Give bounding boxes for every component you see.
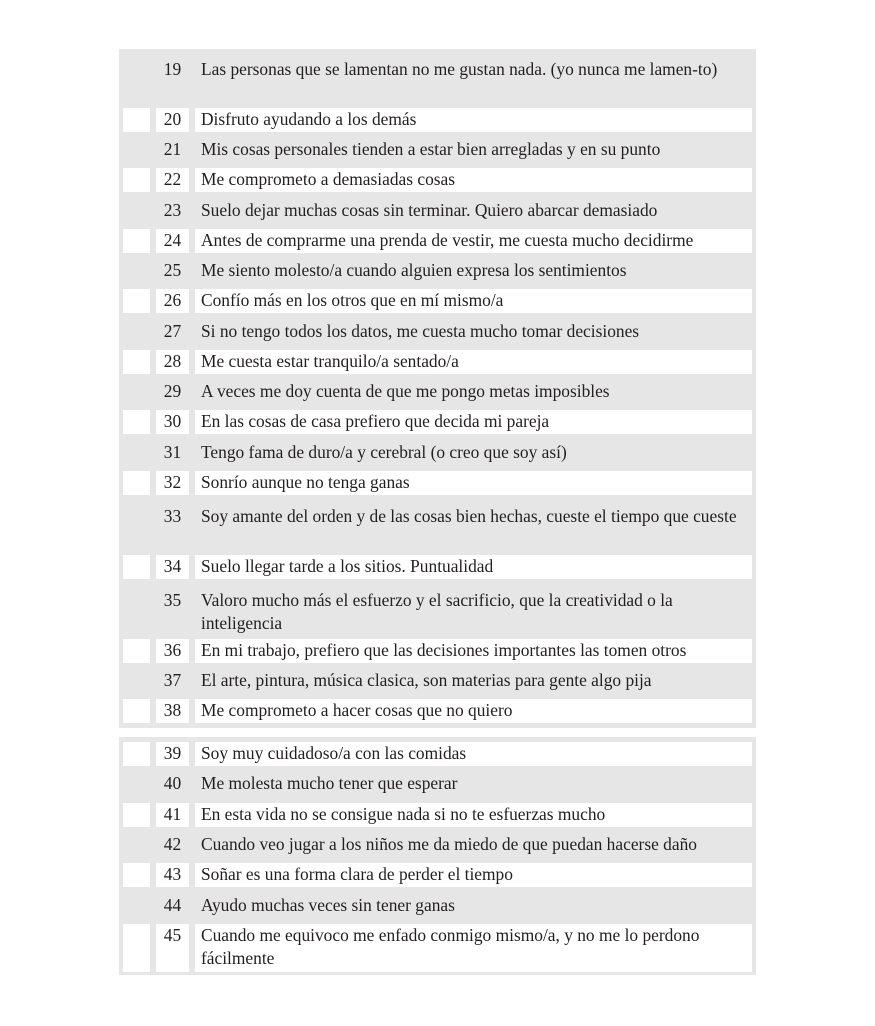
- checkbox-cell[interactable]: [123, 108, 150, 132]
- item-number: 34: [163, 556, 182, 576]
- item-number-cell: [156, 863, 189, 887]
- item-text: Cuando veo jugar a los niños me da miedo de que puedan hacerse daño: [201, 834, 697, 854]
- checkbox-cell[interactable]: [123, 259, 150, 283]
- item-text: A veces me doy cuenta de que me pongo metas imposibles: [201, 381, 610, 401]
- table-row: [119, 259, 756, 283]
- item-number: 41: [163, 804, 182, 824]
- questionnaire-table-part-1: [119, 49, 756, 728]
- item-number-cell: [156, 555, 189, 579]
- item-text: Soñar es una forma clara de perder el tiempo: [201, 864, 513, 884]
- checkbox-cell[interactable]: [123, 410, 150, 434]
- item-text: Soy amante del orden y de las cosas bien hechas, cueste el tiempo que cueste: [201, 506, 737, 526]
- item-number-cell: [156, 669, 189, 693]
- item-number: 42: [163, 834, 182, 854]
- item-number-cell: [156, 699, 189, 723]
- item-text: Confío más en los otros que en mí mismo/a: [201, 290, 504, 310]
- item-number: 30: [163, 411, 182, 431]
- table-row: [119, 863, 756, 887]
- item-number: 45: [163, 925, 182, 945]
- item-text-cell: [195, 803, 752, 827]
- item-text-cell: [195, 772, 752, 796]
- checkbox-cell[interactable]: [123, 168, 150, 192]
- item-text-cell: [195, 924, 752, 972]
- table-row: [119, 924, 756, 972]
- checkbox-cell[interactable]: [123, 441, 150, 465]
- item-text: Valoro mucho más el esfuerzo y el sacrificio, que la creatividad o la inteligencia: [201, 590, 673, 633]
- item-number: 44: [163, 895, 182, 915]
- item-text-cell: [195, 199, 752, 223]
- item-number: 40: [163, 773, 182, 793]
- item-text: Me molesta mucho tener que esperar: [201, 773, 458, 793]
- table-row: [119, 168, 756, 192]
- item-number-cell: [156, 894, 189, 918]
- table-row: [119, 894, 756, 918]
- checkbox-cell[interactable]: [123, 833, 150, 857]
- checkbox-cell[interactable]: [123, 350, 150, 374]
- checkbox-cell[interactable]: [123, 894, 150, 918]
- item-text-cell: [195, 833, 752, 857]
- item-number-cell: [156, 259, 189, 283]
- item-number-cell: [156, 168, 189, 192]
- item-text-cell: [195, 441, 752, 465]
- checkbox-cell[interactable]: [123, 138, 150, 162]
- checkbox-cell[interactable]: [123, 54, 150, 104]
- item-text: Ayudo muchas veces sin tener ganas: [201, 895, 455, 915]
- table-row: [119, 138, 756, 162]
- item-number: 35: [163, 590, 182, 610]
- item-number-cell: [156, 320, 189, 344]
- table-row: [119, 380, 756, 404]
- item-text-cell: [195, 894, 752, 918]
- questionnaire-table-part-2: [119, 737, 756, 975]
- item-text-cell: [195, 471, 752, 495]
- item-text: Suelo llegar tarde a los sitios. Puntualidad: [201, 556, 494, 576]
- item-number-cell: [156, 501, 189, 551]
- item-text: En las cosas de casa prefiero que decida mi pareja: [201, 411, 550, 431]
- item-text-cell: [195, 138, 752, 162]
- item-text: Las personas que se lamentan no me gustan nada. (yo nunca me lamen-to): [201, 59, 718, 79]
- item-text-cell: [195, 501, 752, 551]
- item-text: En esta vida no se consigue nada si no te esfuerzas mucho: [201, 804, 606, 824]
- table-row: [119, 471, 756, 495]
- table-row: [119, 108, 756, 132]
- item-number: 39: [163, 743, 182, 763]
- item-number: 38: [163, 700, 182, 720]
- checkbox-cell[interactable]: [123, 639, 150, 663]
- item-number-cell: [156, 742, 189, 766]
- item-number-cell: [156, 54, 189, 104]
- checkbox-cell[interactable]: [123, 380, 150, 404]
- checkbox-cell[interactable]: [123, 669, 150, 693]
- checkbox-cell[interactable]: [123, 320, 150, 344]
- item-text-cell: [195, 380, 752, 404]
- item-text-cell: [195, 555, 752, 579]
- item-text: Me cuesta estar tranquilo/a sentado/a: [201, 351, 459, 371]
- item-text-cell: [195, 168, 752, 192]
- item-number-cell: [156, 410, 189, 434]
- table-row: [119, 320, 756, 344]
- item-text: Disfruto ayudando a los demás: [201, 109, 417, 129]
- item-number: 32: [163, 472, 182, 492]
- item-number-cell: [156, 199, 189, 223]
- item-number: 29: [163, 381, 182, 401]
- item-number-cell: [156, 108, 189, 132]
- table-row: [119, 699, 756, 723]
- item-number: 21: [163, 139, 182, 159]
- item-number-cell: [156, 138, 189, 162]
- item-number-cell: [156, 471, 189, 495]
- table-row: [119, 54, 756, 104]
- table-row: [119, 803, 756, 827]
- checkbox-cell[interactable]: [123, 585, 150, 635]
- table-row: [119, 585, 756, 635]
- item-text: Cuando me equivoco me enfado conmigo mismo/a, y no me lo perdono fácilmente: [201, 925, 700, 968]
- item-number: 28: [163, 351, 182, 371]
- item-number: 37: [163, 670, 182, 690]
- checkbox-cell[interactable]: [123, 742, 150, 766]
- item-number-cell: [156, 380, 189, 404]
- checkbox-cell[interactable]: [123, 803, 150, 827]
- item-text: Mis cosas personales tienden a estar bien arregladas y en su punto: [201, 139, 661, 159]
- checkbox-cell[interactable]: [123, 699, 150, 723]
- item-text-cell: [195, 410, 752, 434]
- item-number: 33: [163, 506, 182, 526]
- item-number-cell: [156, 441, 189, 465]
- item-text: Si no tengo todos los datos, me cuesta mucho tomar decisiones: [201, 321, 640, 341]
- item-number: 31: [163, 442, 182, 462]
- item-text-cell: [195, 289, 752, 313]
- item-text: Antes de comprarme una prenda de vestir, me cuesta mucho decidirme: [201, 230, 694, 250]
- item-text: En mi trabajo, prefiero que las decisiones importantes las tomen otros: [201, 640, 687, 660]
- table-row: [119, 229, 756, 253]
- item-text-cell: [195, 585, 752, 635]
- item-number: 26: [163, 290, 182, 310]
- item-number: 19: [163, 59, 182, 79]
- item-text-cell: [195, 229, 752, 253]
- item-number: 27: [163, 321, 182, 341]
- item-text-cell: [195, 639, 752, 663]
- item-text-cell: [195, 259, 752, 283]
- item-number-cell: [156, 350, 189, 374]
- item-text-cell: [195, 320, 752, 344]
- item-text: Tengo fama de duro/a y cerebral (o creo que soy así): [201, 442, 567, 462]
- item-text: Me comprometo a hacer cosas que no quiero: [201, 700, 513, 720]
- item-number: 20: [163, 109, 182, 129]
- item-text-cell: [195, 54, 752, 104]
- checkbox-cell[interactable]: [123, 772, 150, 796]
- item-text: Me siento molesto/a cuando alguien expresa los sentimientos: [201, 260, 627, 280]
- item-number-cell: [156, 924, 189, 972]
- item-text-cell: [195, 669, 752, 693]
- table-row: [119, 669, 756, 693]
- checkbox-cell[interactable]: [123, 471, 150, 495]
- item-number: 24: [163, 230, 182, 250]
- table-row: [119, 772, 756, 796]
- item-number-cell: [156, 639, 189, 663]
- item-text-cell: [195, 863, 752, 887]
- checkbox-cell[interactable]: [123, 555, 150, 579]
- item-text-cell: [195, 699, 752, 723]
- item-text: El arte, pintura, música clasica, son materias para gente algo pija: [201, 670, 652, 690]
- item-number: 22: [163, 169, 182, 189]
- item-number: 43: [163, 864, 182, 884]
- checkbox-cell[interactable]: [123, 229, 150, 253]
- checkbox-cell[interactable]: [123, 501, 150, 551]
- checkbox-cell[interactable]: [123, 924, 150, 972]
- item-number: 36: [163, 640, 182, 660]
- item-number: 25: [163, 260, 182, 280]
- table-row: [119, 742, 756, 766]
- item-number-cell: [156, 803, 189, 827]
- item-text-cell: [195, 742, 752, 766]
- item-text-cell: [195, 108, 752, 132]
- item-number-cell: [156, 585, 189, 635]
- item-number-cell: [156, 289, 189, 313]
- item-number-cell: [156, 833, 189, 857]
- item-text: Suelo dejar muchas cosas sin terminar. Quiero abarcar demasiado: [201, 200, 658, 220]
- item-text-cell: [195, 350, 752, 374]
- item-number-cell: [156, 229, 189, 253]
- table-row: [119, 289, 756, 313]
- item-number-cell: [156, 772, 189, 796]
- item-text: Sonrío aunque no tenga ganas: [201, 472, 410, 492]
- item-text: Soy muy cuidadoso/a con las comidas: [201, 743, 467, 763]
- item-number: 23: [163, 200, 182, 220]
- checkbox-cell[interactable]: [123, 289, 150, 313]
- table-row: [119, 410, 756, 434]
- checkbox-cell[interactable]: [123, 199, 150, 223]
- item-text: Me comprometo a demasiadas cosas: [201, 169, 456, 189]
- table-row: [119, 199, 756, 223]
- checkbox-cell[interactable]: [123, 863, 150, 887]
- table-row: [119, 833, 756, 857]
- table-row: [119, 501, 756, 551]
- table-row: [119, 555, 756, 579]
- table-row: [119, 639, 756, 663]
- table-row: [119, 441, 756, 465]
- table-row: [119, 350, 756, 374]
